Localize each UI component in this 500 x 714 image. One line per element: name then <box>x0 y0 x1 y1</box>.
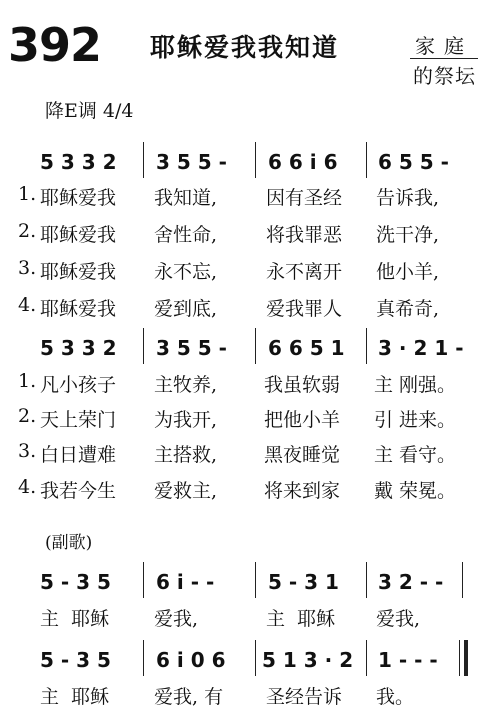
lyric-phrase: 主 耶稣 <box>40 686 110 708</box>
lyric-phrase: 耶稣爱我 <box>40 224 117 246</box>
barline <box>366 562 367 598</box>
measure-4: 3 2 - - <box>378 570 444 594</box>
chorus-notation-row-1 <box>0 570 500 600</box>
measure-4: 6 5 5 - <box>378 150 449 174</box>
category-divider <box>410 58 478 59</box>
barline <box>255 142 256 178</box>
lyric-phrase: 耶稣爱我 <box>40 187 117 209</box>
lyric-phrase: 爱我, <box>154 608 199 630</box>
lyric-phrase: 真希奇, <box>376 298 440 320</box>
lyric-line <box>0 220 500 246</box>
lyric-phrase: 主 耶稣 <box>40 608 110 630</box>
lyric-line <box>0 257 500 283</box>
measure-1: 5 - 3 5 <box>40 648 111 672</box>
chorus-label: (副歌) <box>45 533 93 553</box>
verse-number: 3. <box>18 257 37 279</box>
lyric-line <box>0 440 500 466</box>
measure-4: 3 · 2 1 - <box>378 336 464 360</box>
lyric-phrase: 舍性命, <box>154 224 218 246</box>
lyric-phrase: 我知道, <box>154 187 218 209</box>
measure-3: 5 1 3 · 2 <box>262 648 354 672</box>
lyric-phrase: 他小羊, <box>376 261 440 283</box>
lyric-phrase: 把他小羊 <box>264 409 341 431</box>
lyric-line <box>0 405 500 431</box>
lyric-phrase: 洗干净, <box>376 224 440 246</box>
lyric-phrase: 耶稣爱我 <box>40 298 117 320</box>
verse-number: 1. <box>18 370 37 392</box>
lyric-phrase: 圣经告诉 <box>266 686 343 708</box>
barline <box>143 640 144 676</box>
verse-number: 2. <box>18 220 37 242</box>
lyric-phrase: 天上荣门 <box>40 409 117 431</box>
measure-2: 6 i - - <box>156 570 215 594</box>
lyric-phrase: 为我开, <box>154 409 218 431</box>
verse-number: 3. <box>18 440 37 462</box>
notation-row-1 <box>0 150 500 180</box>
measure-2: 6 i 0 6 <box>156 648 226 672</box>
lyric-phrase: 凡小孩子 <box>40 374 117 396</box>
chorus-notation-row-2 <box>0 648 500 678</box>
lyric-phrase: 引 进来。 <box>374 409 457 431</box>
barline <box>462 562 463 598</box>
lyric-phrase: 我。 <box>376 686 415 708</box>
key-signature: 降E调 4/4 <box>45 100 134 122</box>
final-barline-thin <box>459 640 460 676</box>
barline <box>143 142 144 178</box>
lyric-phrase: 白日遭难 <box>40 444 117 466</box>
lyric-phrase: 主牧养, <box>154 374 218 396</box>
lyric-phrase: 永不忘, <box>154 261 218 283</box>
hymn-title: 耶稣爱我我知道 <box>150 33 340 62</box>
lyric-phrase: 将来到家 <box>264 480 341 502</box>
measure-4: 1 - - - <box>378 648 438 672</box>
measure-3: 5 - 3 1 <box>268 570 339 594</box>
lyric-phrase: 我若今生 <box>40 480 117 502</box>
measure-3: 6 6 5 1 <box>268 336 345 360</box>
lyric-phrase: 因有圣经 <box>266 187 343 209</box>
measure-3: 6 6 i 6 <box>268 150 338 174</box>
lyric-line <box>0 183 500 209</box>
barline <box>366 142 367 178</box>
lyric-phrase: 戴 荣冕。 <box>374 480 457 502</box>
measure-1: 5 - 3 5 <box>40 570 111 594</box>
lyric-phrase: 主 看守。 <box>374 444 457 466</box>
lyric-phrase: 爱我罪人 <box>266 298 343 320</box>
category-line-2: 的祭坛 <box>413 64 476 88</box>
final-barline-thick <box>464 640 468 676</box>
category-line-1: 家庭 <box>415 34 473 58</box>
barline <box>255 562 256 598</box>
barline <box>143 328 144 364</box>
verse-number: 4. <box>18 294 37 316</box>
lyric-phrase: 主搭救, <box>154 444 218 466</box>
lyric-phrase: 我虽软弱 <box>264 374 341 396</box>
verse-number: 2. <box>18 405 37 427</box>
barline <box>366 640 367 676</box>
lyric-phrase: 爱我, <box>376 608 421 630</box>
lyric-phrase: 爱我, 有 <box>154 686 224 708</box>
lyric-phrase: 主 耶稣 <box>266 608 336 630</box>
lyric-phrase: 爱救主, <box>154 480 218 502</box>
notation-row-2 <box>0 336 500 366</box>
chorus-lyric-line-1 <box>0 604 500 630</box>
lyric-phrase: 告诉我, <box>376 187 440 209</box>
verse-number: 4. <box>18 476 37 498</box>
lyric-phrase: 爱到底, <box>154 298 218 320</box>
lyric-line <box>0 370 500 396</box>
barline <box>255 328 256 364</box>
lyric-phrase: 永不离开 <box>266 261 343 283</box>
barline <box>255 640 256 676</box>
barline <box>143 562 144 598</box>
measure-1: 5 3 3 2 <box>40 336 117 360</box>
chorus-lyric-line-2 <box>0 682 500 708</box>
measure-2: 3 5 5 - <box>156 336 227 360</box>
lyric-phrase: 主 刚强。 <box>374 374 457 396</box>
barline <box>366 328 367 364</box>
lyric-line <box>0 294 500 320</box>
measure-2: 3 5 5 - <box>156 150 227 174</box>
verse-number: 1. <box>18 183 37 205</box>
measure-1: 5 3 3 2 <box>40 150 117 174</box>
lyric-phrase: 将我罪恶 <box>266 224 343 246</box>
hymn-number: 392 <box>8 18 102 72</box>
lyric-phrase: 黑夜睡觉 <box>264 444 341 466</box>
lyric-phrase: 耶稣爱我 <box>40 261 117 283</box>
lyric-line <box>0 476 500 502</box>
